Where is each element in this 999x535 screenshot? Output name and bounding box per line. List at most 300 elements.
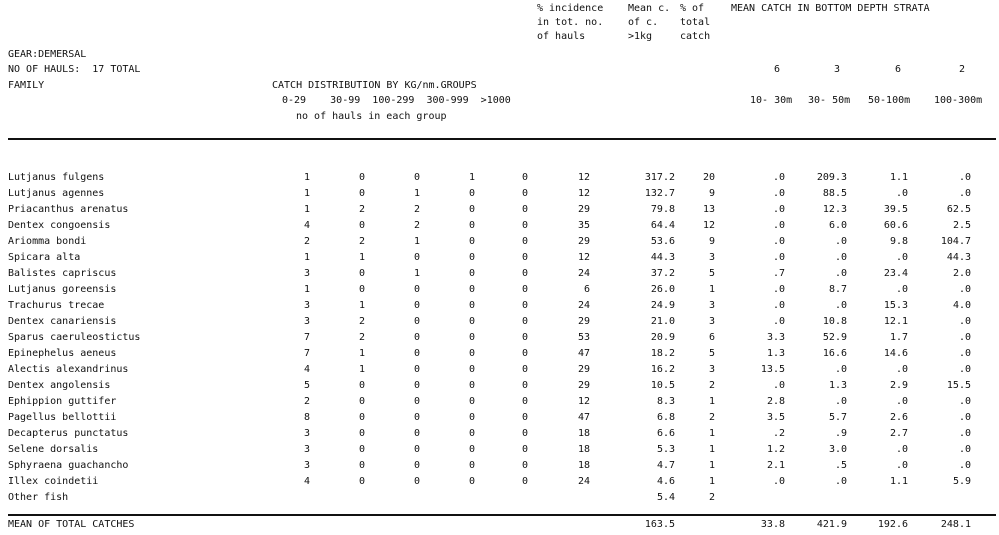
mean-catch-value: 8.3 (656, 396, 675, 407)
group-100-299: 0 (413, 284, 420, 295)
group-300-999: 0 (468, 316, 475, 327)
mean-catch-value: 21.0 (650, 316, 675, 327)
stratum-50-100: 15.3 (883, 300, 908, 311)
pct-total-value: 13 (702, 204, 715, 215)
mean-catch-value: 26.0 (650, 284, 675, 295)
group-0-29: 3 (303, 428, 310, 439)
incidence-value: 47 (577, 348, 590, 359)
group-0-29: 3 (303, 300, 310, 311)
group-0-29: 1 (303, 252, 310, 263)
mean-catch-value: 20.9 (650, 332, 675, 343)
stratum-10-30: .0 (772, 204, 785, 215)
stratum-100-300: .0 (958, 172, 971, 183)
table-row (0, 300, 999, 316)
strata-hauls-1: 6 (773, 64, 780, 75)
mean-catch-value: 5.3 (656, 444, 675, 455)
stratum-50-100: .0 (895, 460, 908, 471)
group-300-999: 0 (468, 188, 475, 199)
stratum-50-100: .0 (895, 188, 908, 199)
pct-total-value: 2 (708, 412, 715, 423)
mean-catch-value: 18.2 (650, 348, 675, 359)
group-100-299: 1 (413, 188, 420, 199)
stratum-50-100: 23.4 (883, 268, 908, 279)
table-row (0, 252, 999, 268)
stratum-10-30: 2.1 (766, 460, 785, 471)
incidence-value: 35 (577, 220, 590, 231)
group-0-29: 2 (303, 236, 310, 247)
stratum-50-100: 60.6 (883, 220, 908, 231)
header-rule (8, 138, 996, 140)
group-over-1000: 0 (521, 252, 528, 263)
species-name: Balistes capriscus (8, 268, 117, 279)
table-row (0, 396, 999, 412)
group-300-999: 0 (468, 268, 475, 279)
stratum-30-50: .9 (834, 428, 847, 439)
stratum-100-300: 2.5 (952, 220, 971, 231)
group-300-999: 0 (468, 204, 475, 215)
incidence-value: 24 (577, 300, 590, 311)
group-30-99: 1 (358, 348, 365, 359)
total-rule (8, 514, 996, 516)
mean-header-3: >1kg (628, 31, 653, 42)
stratum-30-50: 1.3 (828, 380, 847, 391)
incidence-value: 12 (577, 396, 590, 407)
stratum-50-100: .0 (895, 396, 908, 407)
group-over-1000: 0 (521, 460, 528, 471)
stratum-50-100: .0 (895, 284, 908, 295)
group-over-1000: 0 (521, 220, 528, 231)
incidence-header-2: in tot. no. (537, 17, 604, 28)
group-300-999: 0 (468, 460, 475, 471)
species-name: Ephippion guttifer (8, 396, 117, 407)
group-over-1000: 0 (521, 316, 528, 327)
pct-total-value: 12 (702, 220, 715, 231)
table-row (0, 284, 999, 300)
table-row (0, 316, 999, 332)
group-30-99: 0 (358, 284, 365, 295)
pct-total-value: 2 (708, 380, 715, 391)
pct-total-value: 1 (708, 476, 715, 487)
table-row (0, 220, 999, 236)
group-0-29: 4 (303, 364, 310, 375)
incidence-value: 47 (577, 412, 590, 423)
stratum-30-50: 10.8 (822, 316, 847, 327)
stratum-10-30: .0 (772, 220, 785, 231)
pct-total-value: 1 (708, 396, 715, 407)
stratum-100-300: .0 (958, 444, 971, 455)
group-30-99: 0 (358, 188, 365, 199)
group-over-1000: 0 (521, 236, 528, 247)
mean-catch-value: 16.2 (650, 364, 675, 375)
group-300-999: 0 (468, 380, 475, 391)
table-row (0, 188, 999, 204)
table-row (0, 268, 999, 284)
stratum-100-300: .0 (958, 412, 971, 423)
stratum-10-30: .7 (772, 268, 785, 279)
stratum-10-30: 1.2 (766, 444, 785, 455)
mean-catch-value: 79.8 (650, 204, 675, 215)
stratum-50-100: 1.1 (889, 476, 908, 487)
group-over-1000: 0 (521, 428, 528, 439)
group-300-999: 0 (468, 428, 475, 439)
species-name: Dentex angolensis (8, 380, 111, 391)
mean-catch-value: 44.3 (650, 252, 675, 263)
group-0-29: 3 (303, 460, 310, 471)
group-over-1000: 0 (521, 332, 528, 343)
incidence-header-3: of hauls (537, 31, 586, 42)
incidence-value: 29 (577, 236, 590, 247)
total-stratum-10-30: 33.8 (760, 519, 785, 530)
stratum-10-30: 2.8 (766, 396, 785, 407)
species-name: Priacanthus arenatus (8, 204, 129, 215)
group-100-299: 0 (413, 300, 420, 311)
stratum-30-50: .0 (834, 476, 847, 487)
group-30-99: 0 (358, 460, 365, 471)
group-30-99: 1 (358, 364, 365, 375)
group-100-299: 0 (413, 364, 420, 375)
pct-total-value: 5 (708, 348, 715, 359)
incidence-value: 12 (577, 188, 590, 199)
group-300-999: 0 (468, 444, 475, 455)
table-row (0, 380, 999, 396)
table-row (0, 444, 999, 460)
group-300-999: 0 (468, 476, 475, 487)
mean-header-2: of c. (628, 17, 659, 28)
group-100-299: 2 (413, 220, 420, 231)
group-0-29: 4 (303, 220, 310, 231)
group-0-29: 1 (303, 188, 310, 199)
stratum-50-100: .0 (895, 252, 908, 263)
species-name: Ariomma bondi (8, 236, 87, 247)
group-0-29: 4 (303, 476, 310, 487)
group-0-29: 3 (303, 268, 310, 279)
group-100-299: 0 (413, 460, 420, 471)
group-30-99: 0 (358, 444, 365, 455)
species-name: Dentex canariensis (8, 316, 117, 327)
species-name: Lutjanus agennes (8, 188, 105, 199)
stratum-10-30: .0 (772, 316, 785, 327)
group-over-1000: 0 (521, 476, 528, 487)
species-name: Sparus caeruleostictus (8, 332, 141, 343)
group-30-99: 0 (358, 412, 365, 423)
table-row (0, 364, 999, 380)
stratum-10-30: .0 (772, 172, 785, 183)
mean-catch-value: 10.5 (650, 380, 675, 391)
table-row (0, 412, 999, 428)
group-over-1000: 0 (521, 396, 528, 407)
stratum-100-300: 15.5 (946, 380, 971, 391)
total-stratum-100-300: 248.1 (940, 519, 971, 530)
incidence-value: 29 (577, 364, 590, 375)
pct-header-2: total (680, 17, 711, 28)
group-300-999: 0 (468, 364, 475, 375)
mean-catch-value: 132.7 (644, 188, 675, 199)
stratum-50-100: 12.1 (883, 316, 908, 327)
strata-range-2: 30- 50m (808, 95, 851, 106)
total-stratum-50-100: 192.6 (877, 519, 908, 530)
distribution-note: no of hauls in each group (296, 111, 447, 122)
group-100-299: 1 (413, 268, 420, 279)
pct-total-value: 1 (708, 444, 715, 455)
table-row (0, 492, 999, 508)
incidence-value: 29 (577, 204, 590, 215)
group-100-299: 0 (413, 380, 420, 391)
species-name: Epinephelus aeneus (8, 348, 117, 359)
group-over-1000: 0 (521, 364, 528, 375)
species-name: Spicara alta (8, 252, 81, 263)
incidence-header-1: % incidence (537, 3, 604, 14)
table-row (0, 332, 999, 348)
group-100-299: 0 (413, 348, 420, 359)
group-30-99: 0 (358, 476, 365, 487)
pct-total-value: 3 (708, 300, 715, 311)
group-100-299: 0 (413, 412, 420, 423)
incidence-value: 6 (583, 284, 590, 295)
group-100-299: 0 (413, 252, 420, 263)
stratum-10-30: 13.5 (760, 364, 785, 375)
species-name: Dentex congoensis (8, 220, 111, 231)
group-100-299: 0 (413, 428, 420, 439)
stratum-30-50: .5 (834, 460, 847, 471)
group-0-29: 5 (303, 380, 310, 391)
incidence-value: 12 (577, 252, 590, 263)
stratum-30-50: .0 (834, 252, 847, 263)
group-100-299: 0 (413, 476, 420, 487)
group-30-99: 1 (358, 252, 365, 263)
table-row (0, 204, 999, 220)
stratum-50-100: 14.6 (883, 348, 908, 359)
stratum-30-50: 8.7 (828, 284, 847, 295)
group-100-299: 0 (413, 332, 420, 343)
stratum-100-300: 2.0 (952, 268, 971, 279)
hauls-label: NO OF HAULS: 17 TOTAL (8, 64, 141, 75)
incidence-value: 24 (577, 268, 590, 279)
mean-catch-value: 37.2 (650, 268, 675, 279)
group-300-999: 0 (468, 284, 475, 295)
stratum-10-30: 3.3 (766, 332, 785, 343)
strata-hauls-3: 6 (894, 64, 901, 75)
group-100-299: 0 (413, 172, 420, 183)
mean-catch-value: 6.6 (656, 428, 675, 439)
incidence-value: 18 (577, 428, 590, 439)
strata-range-3: 50-100m (868, 95, 911, 106)
group-over-1000: 0 (521, 380, 528, 391)
mean-catch-value: 6.8 (656, 412, 675, 423)
mean-catch-value: 317.2 (644, 172, 675, 183)
pct-total-value: 2 (708, 492, 715, 503)
stratum-100-300: .0 (958, 396, 971, 407)
group-30-99: 0 (358, 396, 365, 407)
pct-total-value: 3 (708, 316, 715, 327)
distribution-groups: 0-29 30-99 100-299 300-999 >1000 (282, 95, 511, 106)
distribution-title: CATCH DISTRIBUTION BY KG/nm.GROUPS (272, 80, 477, 91)
group-over-1000: 0 (521, 268, 528, 279)
stratum-50-100: 2.9 (889, 380, 908, 391)
group-over-1000: 0 (521, 348, 528, 359)
group-30-99: 1 (358, 300, 365, 311)
pct-total-value: 6 (708, 332, 715, 343)
group-300-999: 0 (468, 332, 475, 343)
species-name: Decapterus punctatus (8, 428, 129, 439)
group-over-1000: 0 (521, 284, 528, 295)
stratum-30-50: .0 (834, 268, 847, 279)
table-row (0, 236, 999, 252)
group-0-29: 8 (303, 412, 310, 423)
mean-catch-value: 64.4 (650, 220, 675, 231)
pct-total-value: 5 (708, 268, 715, 279)
group-300-999: 0 (468, 348, 475, 359)
pct-total-value: 1 (708, 460, 715, 471)
stratum-50-100: .0 (895, 364, 908, 375)
group-100-299: 0 (413, 396, 420, 407)
incidence-value: 29 (577, 316, 590, 327)
stratum-50-100: .0 (895, 444, 908, 455)
mean-catch-value: 4.7 (656, 460, 675, 471)
stratum-100-300: 62.5 (946, 204, 971, 215)
pct-header-1: % of (680, 3, 705, 14)
stratum-10-30: 3.5 (766, 412, 785, 423)
group-300-999: 1 (468, 172, 475, 183)
stratum-50-100: 9.8 (889, 236, 908, 247)
group-0-29: 2 (303, 396, 310, 407)
table-row (0, 172, 999, 188)
stratum-10-30: .0 (772, 236, 785, 247)
group-30-99: 0 (358, 172, 365, 183)
stratum-10-30: 1.3 (766, 348, 785, 359)
mean-header-1: Mean c. (628, 3, 671, 14)
stratum-100-300: 5.9 (952, 476, 971, 487)
stratum-30-50: 52.9 (822, 332, 847, 343)
strata-title: MEAN CATCH IN BOTTOM DEPTH STRATA (731, 3, 930, 14)
stratum-10-30: .0 (772, 300, 785, 311)
group-over-1000: 0 (521, 444, 528, 455)
species-name: Lutjanus goreensis (8, 284, 117, 295)
stratum-100-300: 44.3 (946, 252, 971, 263)
pct-header-3: catch (680, 31, 711, 42)
mean-catch-value: 53.6 (650, 236, 675, 247)
stratum-30-50: 88.5 (822, 188, 847, 199)
group-0-29: 3 (303, 444, 310, 455)
group-30-99: 2 (358, 236, 365, 247)
species-name: Sphyraena guachancho (8, 460, 129, 471)
stratum-10-30: .2 (772, 428, 785, 439)
stratum-100-300: .0 (958, 460, 971, 471)
stratum-10-30: .0 (772, 188, 785, 199)
group-300-999: 0 (468, 412, 475, 423)
stratum-100-300: .0 (958, 284, 971, 295)
pct-total-value: 3 (708, 364, 715, 375)
species-name: Selene dorsalis (8, 444, 99, 455)
gear-label: GEAR:DEMERSAL (8, 49, 87, 60)
stratum-50-100: 1.7 (889, 332, 908, 343)
group-0-29: 1 (303, 172, 310, 183)
stratum-100-300: 104.7 (940, 236, 971, 247)
stratum-100-300: .0 (958, 316, 971, 327)
table-row (0, 348, 999, 364)
total-mean-catch: 163.5 (644, 519, 675, 530)
total-label: MEAN OF TOTAL CATCHES (8, 519, 135, 530)
table-row (0, 476, 999, 492)
species-name: Trachurus trecae (8, 300, 105, 311)
stratum-100-300: .0 (958, 364, 971, 375)
species-name: Pagellus bellottii (8, 412, 117, 423)
incidence-value: 24 (577, 476, 590, 487)
species-name: Lutjanus fulgens (8, 172, 105, 183)
stratum-50-100: 39.5 (883, 204, 908, 215)
pct-total-value: 1 (708, 284, 715, 295)
stratum-30-50: .0 (834, 364, 847, 375)
total-stratum-30-50: 421.9 (816, 519, 847, 530)
group-0-29: 7 (303, 348, 310, 359)
group-0-29: 3 (303, 316, 310, 327)
group-300-999: 0 (468, 396, 475, 407)
family-label: FAMILY (8, 80, 45, 91)
stratum-10-30: .0 (772, 284, 785, 295)
group-over-1000: 0 (521, 204, 528, 215)
group-100-299: 2 (413, 204, 420, 215)
stratum-10-30: .0 (772, 252, 785, 263)
incidence-value: 53 (577, 332, 590, 343)
group-0-29: 1 (303, 204, 310, 215)
stratum-30-50: 5.7 (828, 412, 847, 423)
table-row (0, 428, 999, 444)
stratum-30-50: .0 (834, 300, 847, 311)
group-300-999: 0 (468, 220, 475, 231)
group-30-99: 2 (358, 332, 365, 343)
group-300-999: 0 (468, 300, 475, 311)
stratum-100-300: .0 (958, 332, 971, 343)
group-100-299: 0 (413, 444, 420, 455)
stratum-50-100: 2.6 (889, 412, 908, 423)
strata-range-4: 100-300m (934, 95, 983, 106)
incidence-value: 18 (577, 460, 590, 471)
pct-total-value: 3 (708, 252, 715, 263)
mean-catch-value: 5.4 (656, 492, 675, 503)
stratum-30-50: .0 (834, 396, 847, 407)
stratum-30-50: 209.3 (816, 172, 847, 183)
group-30-99: 0 (358, 380, 365, 391)
stratum-30-50: 16.6 (822, 348, 847, 359)
pct-total-value: 9 (708, 236, 715, 247)
stratum-100-300: .0 (958, 188, 971, 199)
table-row (0, 460, 999, 476)
stratum-30-50: .0 (834, 236, 847, 247)
pct-total-value: 9 (708, 188, 715, 199)
pct-total-value: 20 (702, 172, 715, 183)
stratum-30-50: 3.0 (828, 444, 847, 455)
group-300-999: 0 (468, 236, 475, 247)
stratum-100-300: .0 (958, 428, 971, 439)
strata-range-1: 10- 30m (750, 95, 793, 106)
group-over-1000: 0 (521, 412, 528, 423)
species-name: Illex coindetii (8, 476, 99, 487)
stratum-100-300: .0 (958, 348, 971, 359)
group-30-99: 0 (358, 428, 365, 439)
mean-catch-value: 4.6 (656, 476, 675, 487)
stratum-100-300: 4.0 (952, 300, 971, 311)
group-over-1000: 0 (521, 188, 528, 199)
group-30-99: 2 (358, 204, 365, 215)
group-over-1000: 0 (521, 300, 528, 311)
group-0-29: 7 (303, 332, 310, 343)
stratum-50-100: 1.1 (889, 172, 908, 183)
stratum-30-50: 12.3 (822, 204, 847, 215)
group-30-99: 0 (358, 220, 365, 231)
group-100-299: 1 (413, 236, 420, 247)
group-30-99: 0 (358, 268, 365, 279)
stratum-10-30: .0 (772, 476, 785, 487)
group-0-29: 1 (303, 284, 310, 295)
